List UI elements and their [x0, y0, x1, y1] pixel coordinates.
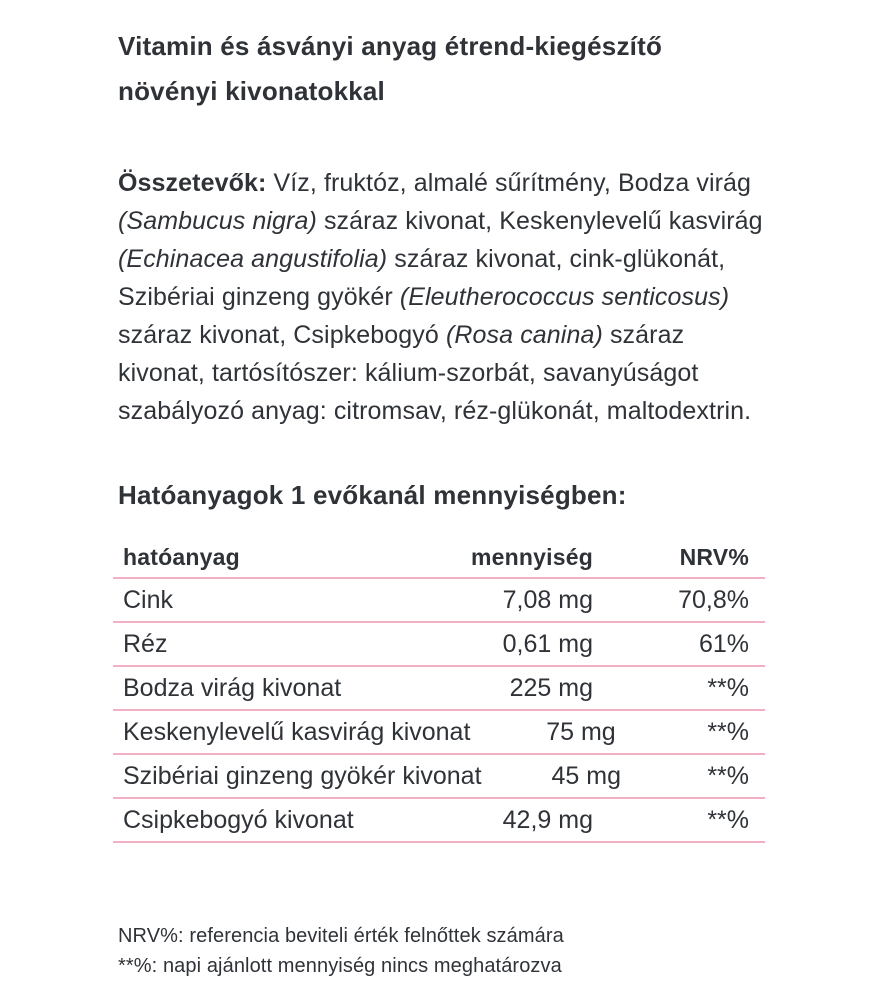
cell-amount: 0,61 mg	[502, 629, 593, 658]
latin-name-echinacea: (Echinacea angustifolia)	[118, 245, 388, 273]
table-row-kasvirag	[113, 711, 765, 755]
latin-name-rosa-canina: (Rosa canina)	[445, 321, 603, 349]
cell-ingredient: Réz	[123, 629, 168, 658]
cell-ingredient: Cink	[123, 585, 174, 614]
header-amount: mennyiség	[471, 543, 593, 570]
cell-amount: 225 mg	[509, 673, 593, 702]
cell-ingredient: Keskenylevelű kasvirág kivonat	[123, 717, 471, 746]
cell-ingredient: Szibériai ginzeng gyökér kivonat	[123, 761, 482, 790]
ingredients-text: száraz kivonat, tartósítószer: kálium-szorbát, savanyúságot szabályozó anyag: citromsav, réz-glükonát, maltodextrin.	[118, 321, 752, 425]
latin-name-sambucus: (Sambucus nigra)	[118, 207, 317, 235]
cell-amount: 75 mg	[546, 717, 616, 746]
footnotes	[118, 921, 770, 981]
cell-nrv: 70,8%	[678, 585, 749, 614]
ingredients-text: száraz kivonat, Csipkebogyó	[118, 321, 446, 349]
cell-nrv: 61%	[698, 629, 749, 658]
ingredients-label: Összetevők:	[118, 169, 274, 197]
ingredients-text: Víz, fruktóz, almalé sűrítmény, Bodza virág	[273, 169, 752, 197]
cell-ingredient: Csipkebogyó kivonat	[123, 805, 354, 834]
ingredients-text: száraz kivonat, Keskenylevelű kasvirág	[316, 207, 763, 235]
cell-nrv: **%	[707, 673, 749, 702]
table-row-ginzeng	[113, 755, 765, 799]
cell-nrv: **%	[707, 805, 749, 834]
cell-nrv: **%	[707, 761, 749, 790]
table-row-bodza	[113, 667, 765, 711]
cell-ingredient: Bodza virág kivonat	[123, 673, 342, 702]
cell-amount: 7,08 mg	[502, 585, 593, 614]
cell-nrv: **%	[707, 717, 749, 746]
table-row-rez	[113, 623, 765, 667]
header-ingredient: hatóanyag	[123, 543, 240, 570]
table-row-csipkebogyo	[113, 799, 765, 843]
header-nrv: NRV%	[679, 543, 749, 570]
table-row-cink	[113, 579, 765, 623]
page-title: Vitamin és ásványi anyag étrend-kiegészítő növényi kivonatokkal	[118, 31, 663, 106]
nutrition-table	[113, 537, 765, 843]
cell-amount: 42,9 mg	[502, 805, 593, 834]
footnote-nrv: NRV%: referencia beviteli érték felnőttek számára	[118, 925, 564, 947]
ingredients-text: száraz kivonat, cink-glükonát, Szibériai ginzeng gyökér	[118, 245, 726, 311]
table-header-row	[113, 537, 765, 579]
active-ingredients-heading: Hatóanyagok 1 evőkanál mennyiségben:	[118, 480, 627, 510]
cell-amount: 45 mg	[551, 761, 622, 790]
footnote-asterisk: **%: napi ajánlott mennyiség nincs meghatározva	[118, 955, 562, 977]
latin-name-eleutherococcus: (Eleutherococcus senticosus)	[399, 283, 730, 311]
ingredients-paragraph	[118, 164, 770, 430]
